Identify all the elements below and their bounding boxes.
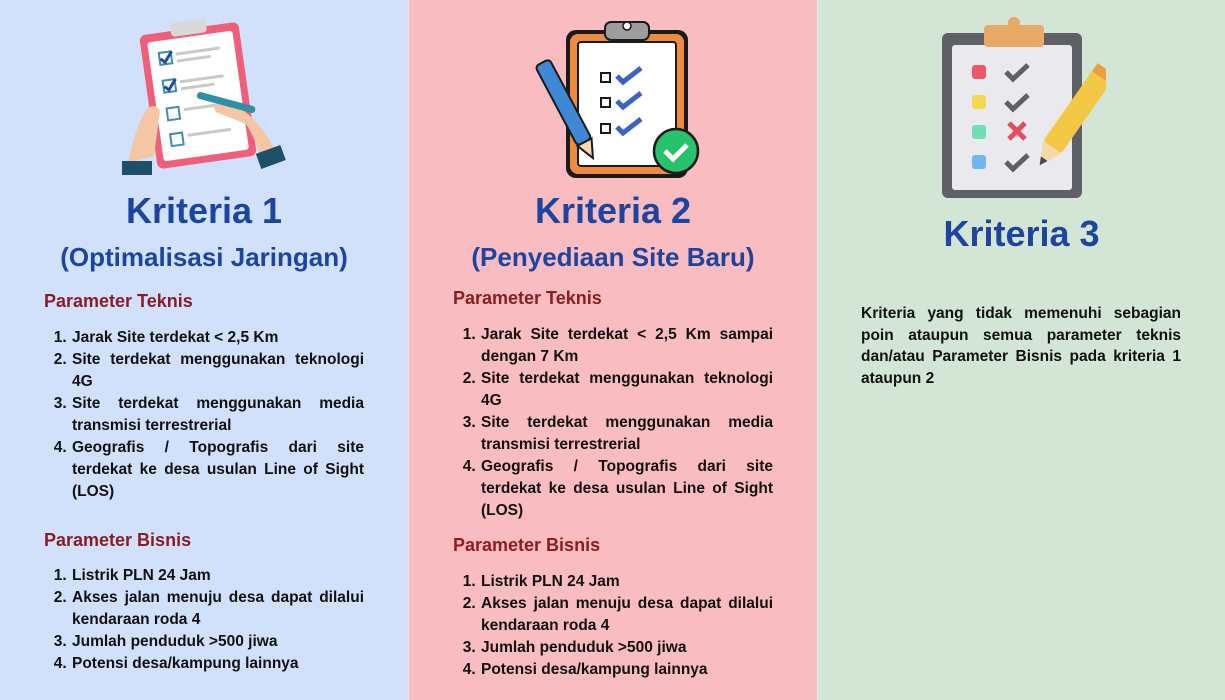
list-item: 4. Geografis / Topografis dari site terdekat ke desa usulan Line of Sight (LOS) bbox=[480, 456, 773, 522]
kriteria-3-panel bbox=[818, 0, 1225, 700]
list-item: 1. Listrik PLN 24 Jam bbox=[480, 571, 773, 593]
parameter-teknis-heading: Parameter Teknis bbox=[453, 288, 602, 308]
list-item: 4. Geografis / Topografis dari site terdekat ke desa usulan Line of Sight (LOS) bbox=[71, 437, 364, 503]
parameter-bisnis-heading: Parameter Bisnis bbox=[453, 535, 601, 555]
kriteria-1-panel bbox=[0, 0, 408, 700]
kriteria-2-subtitle: (Penyediaan Site Baru) bbox=[471, 242, 755, 272]
clipboard-checklist-hands-icon bbox=[118, 15, 293, 185]
parameter-teknis-list bbox=[44, 327, 364, 503]
kriteria-3-description: Kriteria yang tidak memenuhi sebagian poin ataupun semua parameter teknis dan/atau Parameter Bisnis pada kriteria 1 ataupun 2 bbox=[861, 305, 1181, 387]
list-item: 2. Akses jalan menuju desa dapat dilalui kendaraan roda 4 bbox=[71, 587, 364, 631]
list-item: 2. Akses jalan menuju desa dapat dilalui kendaraan roda 4 bbox=[480, 593, 773, 637]
clipboard-check-cross-pencil-icon bbox=[936, 15, 1106, 200]
clipboard-checklist-pen-icon bbox=[531, 18, 706, 183]
parameter-teknis-list bbox=[453, 324, 773, 522]
list-item: 3. Jumlah penduduk >500 jiwa bbox=[480, 637, 773, 659]
kriteria-3-title: Kriteria 3 bbox=[943, 213, 1100, 254]
list-item: 3. Site terdekat menggunakan media transmisi terrestrerial bbox=[480, 412, 773, 456]
list-item: 2. Site terdekat menggunakan teknologi 4G bbox=[71, 349, 364, 393]
kriteria-1-title: Kriteria 1 bbox=[125, 190, 283, 231]
parameter-bisnis-heading: Parameter Bisnis bbox=[44, 530, 192, 550]
list-item: 1. Listrik PLN 24 Jam bbox=[71, 565, 364, 587]
list-item: 4. Potensi desa/kampung lainnya bbox=[480, 659, 773, 681]
kriteria-2-panel bbox=[408, 0, 818, 700]
list-item: 4. Potensi desa/kampung lainnya bbox=[71, 653, 364, 675]
parameter-teknis-heading: Parameter Teknis bbox=[44, 291, 193, 311]
list-item: 1. Jarak Site terdekat < 2,5 Km bbox=[71, 327, 364, 349]
list-item: 3. Jumlah penduduk >500 jiwa bbox=[71, 631, 364, 653]
parameter-bisnis-list bbox=[44, 565, 364, 675]
list-item: 3. Site terdekat menggunakan media transmisi terrestrerial bbox=[71, 393, 364, 437]
list-item: 1. Jarak Site terdekat < 2,5 Km sampai dengan 7 Km bbox=[480, 324, 773, 368]
parameter-bisnis-list bbox=[453, 571, 773, 681]
kriteria-1-subtitle: (Optimalisasi Jaringan) bbox=[60, 242, 348, 272]
list-item: 2. Site terdekat menggunakan teknologi 4G bbox=[480, 368, 773, 412]
kriteria-2-title: Kriteria 2 bbox=[534, 190, 692, 231]
